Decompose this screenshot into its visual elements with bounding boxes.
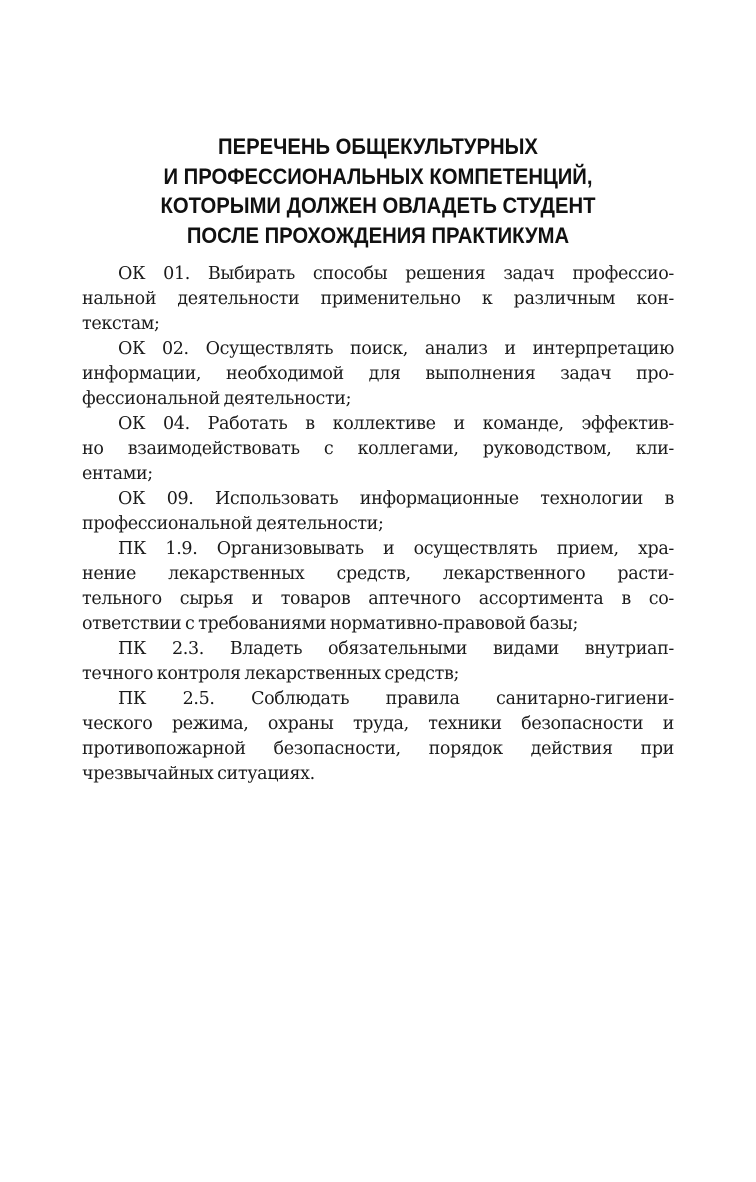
- text-line: чрезвычайных ситуациях.: [82, 764, 315, 784]
- title-line: ПОСЛЕ ПРОХОЖДЕНИЯ ПРАКТИКУМА: [186, 222, 570, 248]
- text-line: нение лекарственных средств, лекарственного расти-: [82, 564, 674, 584]
- text-line: ответствии с требованиями нормативно-правовой базы;: [82, 614, 579, 634]
- text-line: тельного сырья и товаров аптечного ассортимента в со-: [82, 589, 674, 609]
- text-line: ентами;: [82, 464, 153, 484]
- text-line: ческого режима, охраны труда, техники безопасности и: [82, 714, 674, 734]
- competency-ok-01: [82, 262, 674, 337]
- text-line: ОК 04. Работать в коллективе и команде, эффектив-: [118, 414, 674, 434]
- text-line: ПК 2.3. Владеть обязательными видами внутриап-: [118, 639, 674, 659]
- competency-ok-04: [82, 412, 674, 487]
- page-title: [112, 132, 645, 250]
- title-line: И ПРОФЕССИОНАЛЬНЫХ КОМПЕТЕНЦИЙ,: [163, 163, 593, 189]
- competency-pk-2-5: [82, 687, 674, 787]
- text-line: нальной деятельности применительно к различным кон-: [82, 289, 674, 309]
- text-line: фессиональной деятельности;: [82, 389, 352, 409]
- text-line: ПК 2.5. Соблюдать правила санитарно-гигиени-: [118, 689, 674, 709]
- title-line: ПЕРЕЧЕНЬ ОБЩЕКУЛЬТУРНЫХ: [218, 134, 538, 159]
- competency-list: [82, 262, 674, 787]
- competency-pk-1-9: [82, 537, 674, 637]
- text-line: ПК 1.9. Организовывать и осуществлять прием, хра-: [118, 539, 674, 559]
- text-line: ОК 09. Использовать информационные технологии в: [118, 489, 674, 509]
- text-line: текстам;: [82, 314, 160, 334]
- text-line: информации, необходимой для выполнения задач про-: [82, 364, 674, 384]
- text-line: ОК 01. Выбирать способы решения задач профессио-: [118, 264, 674, 284]
- text-line: но взаимодействовать с коллегами, руководством, кли-: [82, 439, 674, 459]
- competency-ok-02: [82, 337, 674, 412]
- competency-pk-2-3: [82, 637, 674, 687]
- competency-ok-09: [82, 487, 674, 537]
- text-line: профессиональной деятельности;: [82, 514, 384, 534]
- text-line: противопожарной безопасности, порядок действия при: [82, 739, 674, 759]
- text-line: ОК 02. Осуществлять поиск, анализ и интерпретацию: [118, 339, 674, 359]
- title-line: КОТОРЫМИ ДОЛЖЕН ОВЛАДЕТЬ СТУДЕНТ: [160, 193, 596, 218]
- text-line: течного контроля лекарственных средств;: [82, 664, 459, 684]
